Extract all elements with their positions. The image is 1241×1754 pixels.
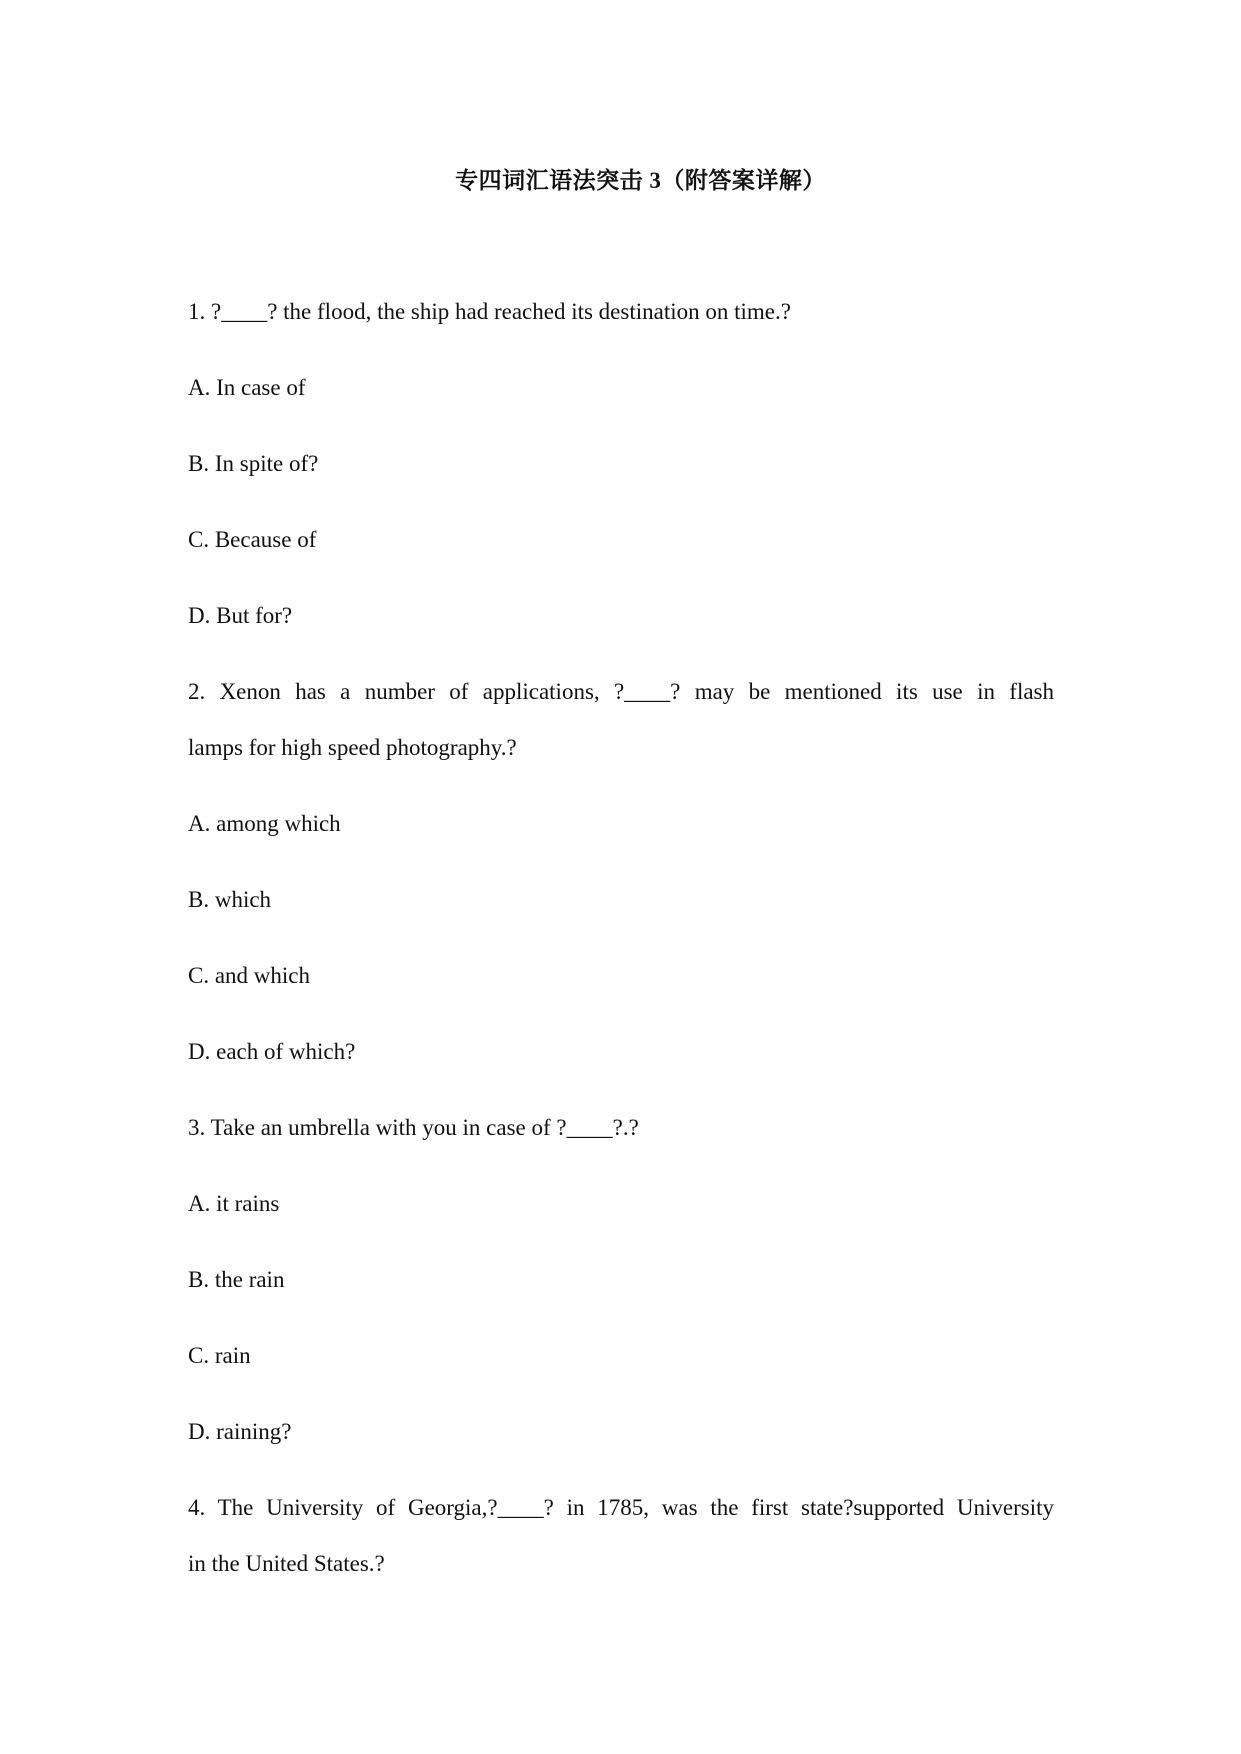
question-2-option-a: A. among which	[188, 811, 341, 836]
question-2-option-c: C. and which	[188, 963, 311, 988]
question-3-option-a: A. it rains	[188, 1191, 280, 1216]
question-1-option-a: A. In case of	[188, 375, 306, 400]
question-2-stem-line-2: lamps for high speed photography.?	[188, 735, 517, 760]
question-3-stem: 3. Take an umbrella with you in case of ?____?.?	[188, 1115, 639, 1140]
question-3-option-d: D. raining?	[188, 1419, 292, 1444]
question-2-stem-line-1: 2. Xenon has a number of applications, ?____? may be mentioned its use in flash	[188, 679, 1054, 704]
question-4-stem-line-2: in the United States.?	[188, 1551, 385, 1576]
question-2-option-b: B. which	[188, 887, 272, 912]
question-3-option-c: C. rain	[188, 1343, 251, 1368]
document-title: 专四词汇语法突击 3（附答案详解）	[455, 168, 826, 193]
question-2-option-d: D. each of which?	[188, 1039, 356, 1064]
question-1-stem: 1. ?____? the flood, the ship had reached its destination on time.?	[188, 299, 791, 324]
question-1-option-b: B. In spite of?	[188, 451, 319, 476]
question-1-option-d: D. But for?	[188, 603, 293, 628]
question-1-option-c: C. Because of	[188, 527, 317, 552]
question-3-option-b: B. the rain	[188, 1267, 285, 1292]
question-4-stem-line-1: 4. The University of Georgia,?____? in 1785, was the first state?supported University	[188, 1495, 1054, 1520]
